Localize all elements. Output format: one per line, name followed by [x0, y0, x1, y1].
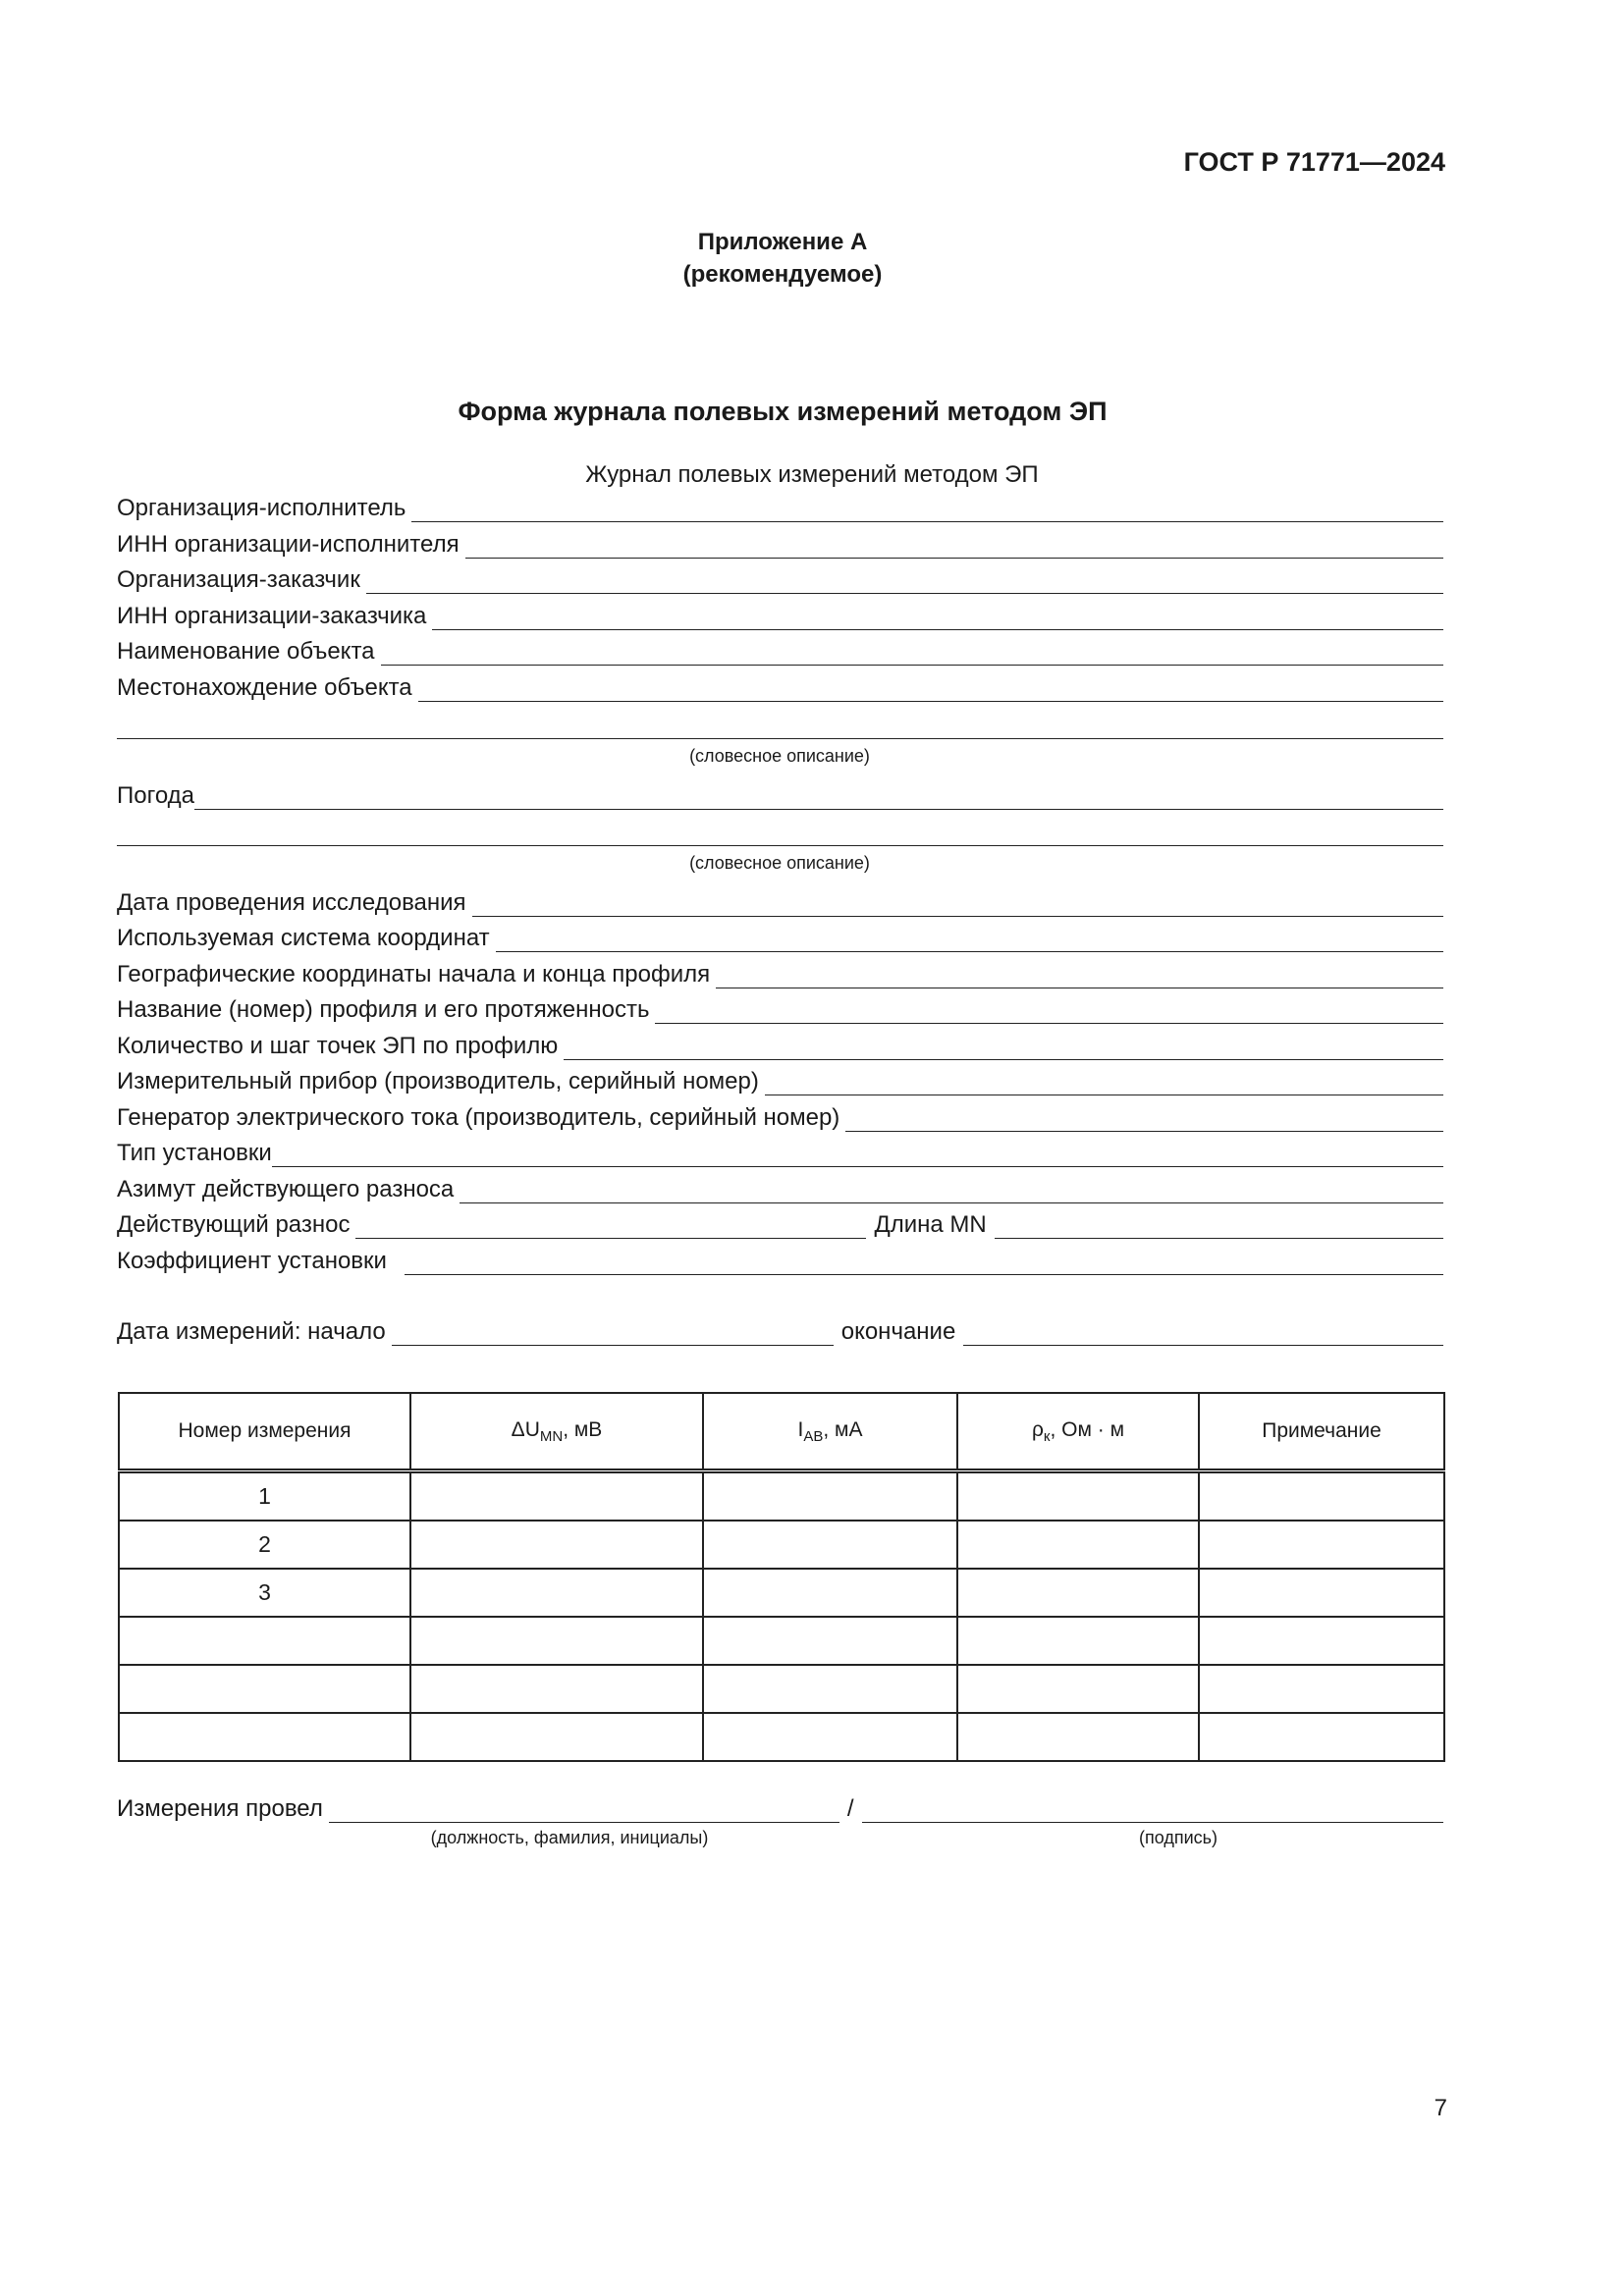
field-label: Организация-заказчик: [117, 566, 360, 593]
field-label: Действующий разнос: [117, 1211, 351, 1238]
signature-blank[interactable]: [862, 1794, 1443, 1823]
blank-line[interactable]: [465, 530, 1443, 559]
blank-line[interactable]: [716, 960, 1443, 988]
blank-line[interactable]: [460, 1175, 1443, 1203]
blank-line[interactable]: [765, 1067, 1443, 1095]
appendix-status: (рекомендуемое): [682, 261, 883, 288]
field-label: Используемая система координат: [117, 925, 490, 951]
table-header-row: [119, 1393, 1444, 1471]
blank-line[interactable]: [272, 1139, 1443, 1167]
blank-line[interactable]: [472, 888, 1443, 917]
field-label: Генератор электрического тока (производитель, серийный номер): [117, 1104, 840, 1131]
field-label: Коэффициент установки: [117, 1248, 387, 1274]
blank-line[interactable]: [432, 602, 1443, 630]
field-org-executor: [117, 493, 1443, 522]
blank-line[interactable]: [655, 995, 1443, 1024]
signoff-caption-position: (должность, фамилия, инициалы): [430, 1828, 709, 1847]
field-label: Длина MN: [874, 1211, 987, 1238]
field-label: Погода: [117, 782, 194, 809]
field-label: Дата проведения исследования: [117, 889, 466, 916]
blank-line[interactable]: [366, 565, 1443, 594]
position-name-blank[interactable]: [329, 1794, 839, 1823]
row-number-cell: [119, 1617, 410, 1665]
field-label: ИНН организации-исполнителя: [117, 531, 460, 558]
field-label: Измерительный прибор (производитель, серийный номер): [117, 1068, 759, 1095]
signoff-caption-signature: (подпись): [1138, 1828, 1218, 1847]
form-title: Форма журнала полевых измерений методом ЭП: [458, 397, 1108, 426]
field-generator: [117, 1102, 1443, 1132]
table-cell[interactable]: [1199, 1665, 1444, 1713]
signoff-line: [117, 1793, 1443, 1823]
field-org-customer: [117, 564, 1443, 594]
table-row: [119, 1521, 1444, 1569]
blank-line[interactable]: [496, 924, 1443, 952]
table-cell[interactable]: [957, 1617, 1199, 1665]
journal-title: Журнал полевых измерений методом ЭП: [585, 461, 1039, 488]
field-setup-type: [117, 1138, 1443, 1167]
column-header-voltage: $\Delta U_{MN}$, мВ: [410, 1393, 703, 1471]
field-label: Название (номер) профиля и его протяженность: [117, 996, 650, 1023]
verbal-description-caption: (словесное описание): [689, 746, 870, 766]
field-object-name: [117, 636, 1443, 666]
field-label: Дата измерений: начало: [117, 1318, 386, 1345]
field-coord-system: [117, 923, 1443, 952]
table-cell[interactable]: [410, 1521, 703, 1569]
appendix-heading: [0, 226, 1565, 291]
table-cell[interactable]: [410, 1713, 703, 1761]
blank-line[interactable]: [963, 1317, 1443, 1346]
signoff-label: Измерения провел: [117, 1795, 323, 1822]
field-label: Организация-исполнитель: [117, 495, 406, 521]
standard-code: ГОСТ Р 71771—2024: [1183, 147, 1445, 177]
blank-line[interactable]: [405, 1247, 1443, 1275]
table-cell[interactable]: [703, 1569, 957, 1617]
field-measurement-dates: [117, 1316, 1443, 1346]
field-spacing-and-mn: [117, 1209, 1443, 1239]
field-study-date: [117, 887, 1443, 917]
measurement-table: [118, 1392, 1445, 1762]
appendix-title: Приложение А: [697, 229, 868, 255]
field-weather: [117, 780, 1443, 810]
table-cell[interactable]: [957, 1569, 1199, 1617]
table-cell[interactable]: [1199, 1471, 1444, 1522]
column-header-current: $I_{AB}$, мА: [703, 1393, 957, 1471]
blank-line[interactable]: [381, 637, 1443, 666]
table-cell[interactable]: [703, 1617, 957, 1665]
table-row: [119, 1617, 1444, 1665]
table-cell[interactable]: [1199, 1617, 1444, 1665]
field-label: Количество и шаг точек ЭП по профилю: [117, 1033, 559, 1059]
table-cell[interactable]: [410, 1617, 703, 1665]
blank-line[interactable]: [845, 1103, 1443, 1132]
table-row: [119, 1471, 1444, 1522]
table-row: [119, 1665, 1444, 1713]
blank-line[interactable]: [355, 1210, 866, 1239]
row-number-cell: [119, 1713, 410, 1761]
field-profile-name: [117, 994, 1443, 1024]
field-inn-executor: [117, 529, 1443, 559]
column-header-resistivity: $\rho_к$, Ом · м: [957, 1393, 1199, 1471]
field-label: Местонахождение объекта: [117, 674, 412, 701]
field-object-location: [117, 672, 1443, 702]
field-label: ИНН организации-заказчика: [117, 603, 427, 629]
table-row: [119, 1713, 1444, 1761]
field-label: Азимут действующего разноса: [117, 1176, 455, 1202]
blank-line[interactable]: [392, 1317, 834, 1346]
table-cell[interactable]: [957, 1521, 1199, 1569]
table-cell[interactable]: [703, 1471, 957, 1522]
blank-line[interactable]: [995, 1210, 1443, 1239]
row-number-cell: 2: [119, 1521, 410, 1569]
table-cell[interactable]: [1199, 1713, 1444, 1761]
row-number-cell: 1: [119, 1471, 410, 1522]
row-number-cell: 3: [119, 1569, 410, 1617]
blank-line[interactable]: [418, 673, 1443, 702]
column-header-note: Примечание: [1199, 1393, 1444, 1471]
table-cell[interactable]: [703, 1713, 957, 1761]
blank-line-continuation[interactable]: [117, 738, 1443, 739]
field-setup-coef: [117, 1246, 1443, 1275]
blank-line-continuation[interactable]: [117, 845, 1443, 846]
page-number: 7: [1434, 2095, 1447, 2121]
signoff-separator: /: [846, 1795, 854, 1822]
field-label: окончание: [840, 1318, 956, 1345]
blank-line[interactable]: [411, 494, 1443, 522]
table-cell[interactable]: [1199, 1521, 1444, 1569]
table-cell[interactable]: [1199, 1569, 1444, 1617]
table-cell[interactable]: [703, 1521, 957, 1569]
field-label: Наименование объекта: [117, 638, 375, 665]
field-label: Тип установки: [117, 1140, 272, 1166]
table-cell[interactable]: [410, 1471, 703, 1522]
blank-line[interactable]: [194, 781, 1443, 810]
field-geo-coords: [117, 959, 1443, 988]
field-azimuth: [117, 1174, 1443, 1203]
table-cell[interactable]: [410, 1665, 703, 1713]
table-cell[interactable]: [703, 1665, 957, 1713]
field-points-count: [117, 1031, 1443, 1060]
field-label: Географические координаты начала и конца профиля: [117, 961, 711, 988]
verbal-description-caption: (словесное описание): [689, 853, 870, 873]
table-cell[interactable]: [957, 1713, 1199, 1761]
column-header-number: Номер измерения: [119, 1393, 410, 1471]
field-inn-customer: [117, 601, 1443, 630]
row-number-cell: [119, 1665, 410, 1713]
table-row: [119, 1569, 1444, 1617]
blank-line[interactable]: [564, 1032, 1443, 1060]
table-cell[interactable]: [957, 1471, 1199, 1522]
table-cell[interactable]: [957, 1665, 1199, 1713]
table-cell[interactable]: [410, 1569, 703, 1617]
field-instrument: [117, 1066, 1443, 1095]
